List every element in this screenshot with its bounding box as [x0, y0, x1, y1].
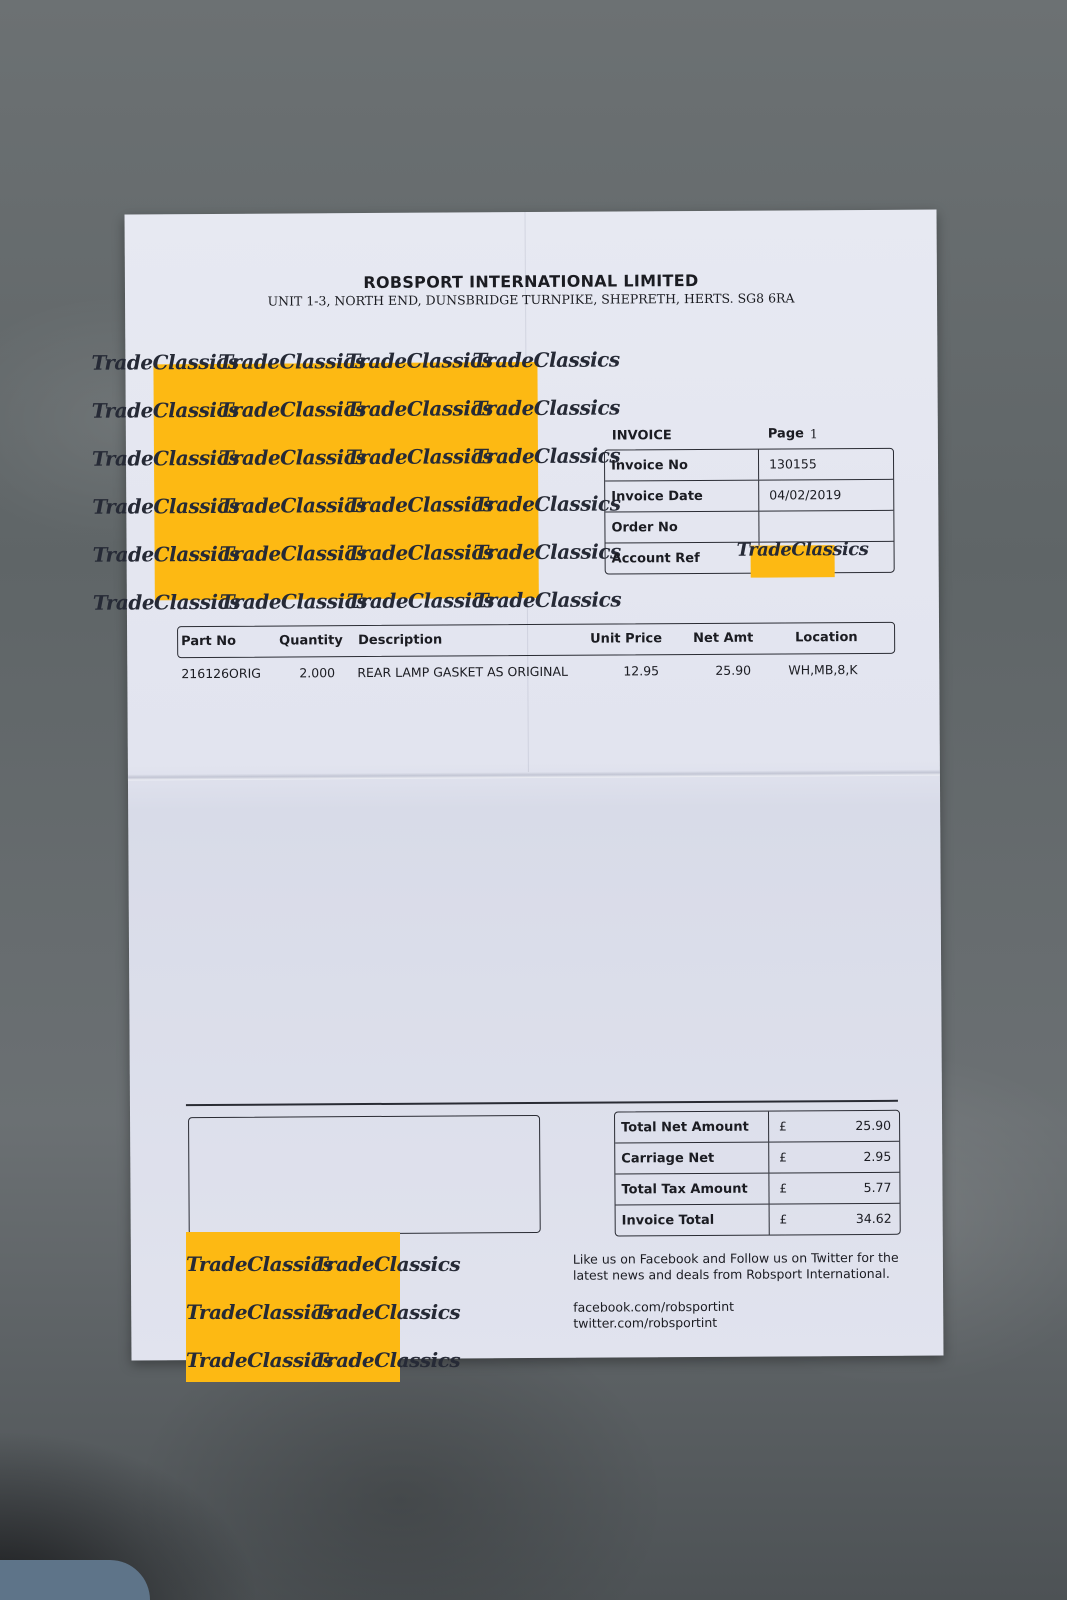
currency-symbol: £ — [779, 1212, 788, 1227]
currency-symbol: £ — [779, 1181, 788, 1196]
totals-box — [614, 1110, 901, 1237]
table-row — [177, 658, 893, 686]
cell-unit-price: 12.95 — [623, 663, 660, 679]
bottom-divider — [186, 1100, 898, 1106]
total-value: 2.95 — [863, 1148, 892, 1164]
logo-row: TradeClassicsTradeClassicsTradeClassicsTradeClassics — [91, 347, 620, 375]
col-location: Location — [795, 630, 858, 646]
total-label: Total Net Amount — [615, 1112, 769, 1143]
total-row-net — [615, 1111, 899, 1144]
total-value: 34.62 — [855, 1210, 892, 1227]
logo-row: TradeClassicsTradeClassicsTradeClassicsTradeClassics — [91, 395, 620, 423]
col-part-no: Part No — [181, 633, 237, 650]
col-description: Description — [358, 632, 443, 649]
total-row-tax — [615, 1173, 899, 1206]
info-row-invoice-no — [605, 449, 893, 482]
cell-quantity: 2.000 — [299, 665, 336, 681]
total-label: Carriage Net — [615, 1143, 769, 1174]
cell-location: WH,MB,8,K — [788, 662, 858, 678]
logo-row: TradeClassicsTradeClassics — [186, 1348, 461, 1372]
total-label: Total Tax Amount — [615, 1174, 769, 1205]
page-number: 1 — [809, 426, 818, 442]
logo-row: TradeClassicsTradeClassics — [186, 1300, 461, 1324]
logo-row: TradeClassicsTradeClassicsTradeClassicsTradeClassics — [91, 443, 621, 471]
info-label: Invoice Date — [605, 481, 759, 512]
account-ref-redaction — [736, 538, 869, 578]
items-table-header — [177, 622, 895, 658]
col-quantity: Quantity — [279, 633, 343, 649]
cell-part-no: 216126ORIG — [181, 665, 261, 682]
currency-symbol: £ — [779, 1150, 787, 1165]
invoice-paper — [91, 210, 944, 1361]
social-links — [573, 1299, 734, 1332]
notes-box — [188, 1115, 541, 1235]
total-row-invoice-total — [616, 1204, 900, 1236]
company-address: UNIT 1-3, NORTH END, DUNSBRIDGE TURNPIKE, SHEPRETH, HERTS. SG8 6RA — [267, 290, 795, 309]
cell-net-amt: 25.90 — [715, 662, 752, 678]
logo-row: TradeClassicsTradeClassics — [186, 1252, 461, 1276]
total-label: Invoice Total — [616, 1205, 770, 1236]
info-label: Order No — [605, 512, 759, 543]
trade-classics-logo-block-bottom — [186, 1232, 461, 1382]
logo-row: TradeClassics — [736, 538, 869, 561]
currency-symbol: £ — [779, 1119, 787, 1134]
total-row-carriage — [615, 1142, 899, 1175]
total-value: 5.77 — [863, 1179, 892, 1195]
trade-classics-logo-block — [91, 347, 622, 615]
col-unit-price: Unit Price — [590, 631, 663, 647]
invoice-label: INVOICE — [611, 428, 672, 444]
company-name: ROBSPORT INTERNATIONAL LIMITED — [363, 270, 699, 293]
info-value — [759, 511, 893, 542]
info-label: Account Ref — [606, 543, 760, 574]
logo-row: TradeClassicsTradeClassicsTradeClassicsTradeClassics — [92, 587, 622, 615]
social-message: Like us on Facebook and Follow us on Twitter for the latest news and deals from Robsport International. — [572, 1249, 899, 1283]
total-value: 25.90 — [855, 1117, 892, 1134]
logo-row: TradeClassicsTradeClassicsTradeClassicsTradeClassics — [92, 491, 621, 519]
cell-description: REAR LAMP GASKET AS ORIGINAL — [357, 663, 569, 681]
facebook-link[interactable]: facebook.com/robsportint — [573, 1298, 735, 1315]
info-row-invoice-date — [605, 480, 893, 513]
info-label: Invoice No — [605, 450, 759, 481]
jeans-edge — [0, 1560, 150, 1600]
info-value: 04/02/2019 — [769, 487, 842, 503]
info-value: 130155 — [768, 456, 817, 472]
page-label: Page — [767, 426, 804, 442]
twitter-link[interactable]: twitter.com/robsportint — [573, 1314, 718, 1331]
col-net-amt: Net Amt — [693, 630, 754, 647]
logo-row: TradeClassicsTradeClassicsTradeClassicsTradeClassics — [92, 539, 621, 567]
